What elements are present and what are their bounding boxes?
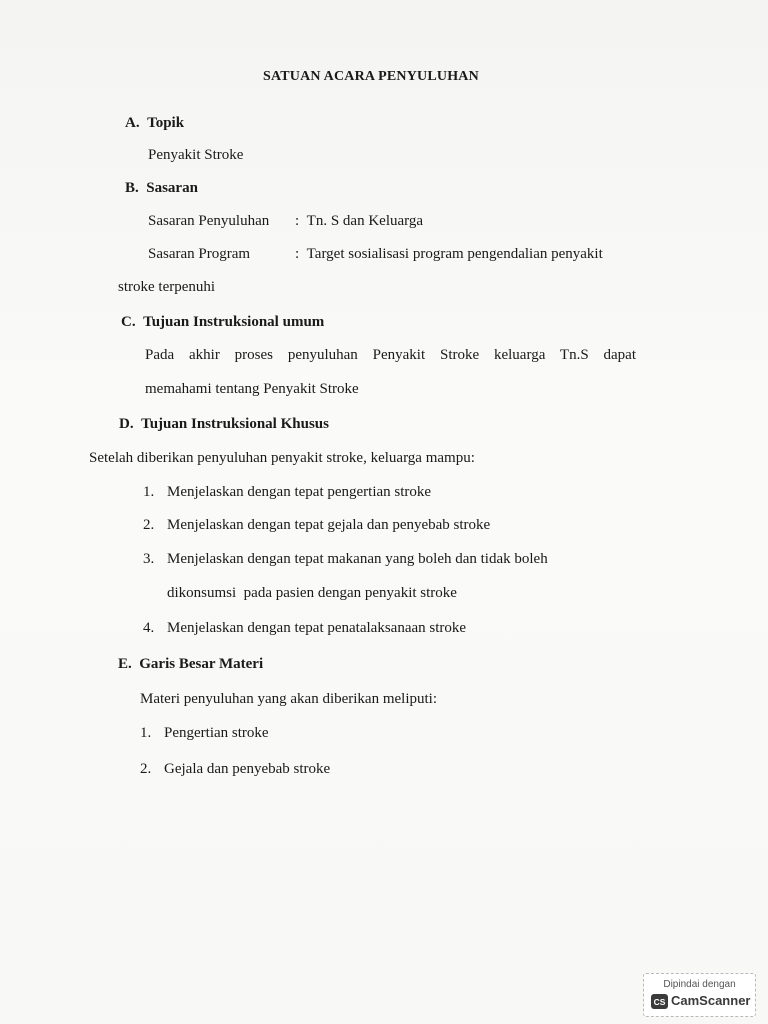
list-item-number: 4. [143, 620, 155, 636]
section-c-heading: C. Tujuan Instruksional umum [121, 314, 325, 330]
list-item-number: 1. [140, 725, 152, 741]
document-title: SATUAN ACARA PENYULUHAN [263, 69, 479, 84]
list-item-number: 3. [143, 551, 155, 567]
sasaran-program-label: Sasaran Program [148, 246, 251, 262]
sasaran-penyuluhan-value: : Tn. S dan Keluarga [295, 213, 424, 229]
sasaran-penyuluhan-label: Sasaran Penyuluhan [148, 213, 270, 229]
section-d-intro: Setelah diberikan penyuluhan penyakit stroke, keluarga mampu: [89, 450, 475, 466]
list-item-text: Menjelaskan dengan tepat pengertian stroke [167, 484, 432, 500]
list-item-text: Pengertian stroke [164, 725, 269, 741]
section-e-intro: Materi penyuluhan yang akan diberikan meliputi: [140, 691, 437, 707]
section-a-heading: A. Topik [125, 115, 185, 131]
sasaran-program-value: : Target sosialisasi program pengendalian penyakit [295, 246, 603, 262]
section-d-heading: D. Tujuan Instruksional Khusus [119, 416, 329, 432]
list-item-text: Menjelaskan dengan tepat penatalaksanaan stroke [167, 620, 467, 636]
list-item-continuation: dikonsumsi pada pasien dengan penyakit stroke [167, 585, 457, 601]
list-item-number: 1. [143, 484, 155, 500]
watermark-caption: Dipindai dengan [663, 979, 736, 990]
logo-letters: CS [653, 997, 666, 1007]
section-c-paragraph-line2: memahami tentang Penyakit Stroke [145, 381, 359, 397]
sasaran-program-continuation: stroke terpenuhi [118, 279, 216, 295]
section-a-content: Penyakit Stroke [148, 147, 244, 163]
list-item-number: 2. [143, 517, 155, 533]
section-e-heading: E. Garis Besar Materi [118, 656, 264, 672]
camscanner-logo-icon [651, 994, 668, 1009]
list-item-number: 2. [140, 761, 152, 777]
list-item-text: Menjelaskan dengan tepat makanan yang boleh dan tidak boleh [167, 551, 548, 567]
list-item-text: Menjelaskan dengan tepat gejala dan penyebab stroke [167, 517, 491, 533]
list-item-text: Gejala dan penyebab stroke [164, 761, 331, 777]
watermark-brand: CamScanner [671, 993, 751, 1008]
section-c-paragraph-line1: Pada akhir proses penyuluhan Penyakit Stroke keluarga Tn.S dapat [145, 347, 636, 363]
camscanner-watermark [643, 973, 756, 1017]
section-b-heading: B. Sasaran [125, 180, 198, 196]
